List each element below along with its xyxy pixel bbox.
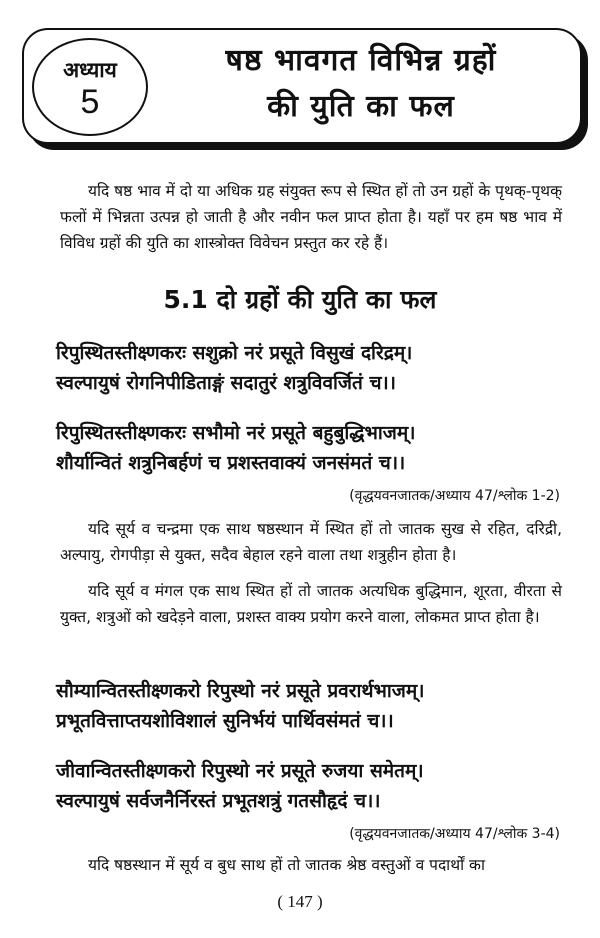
- page-number: ( 147 ): [277, 892, 323, 911]
- explain-sun-mercury: [60, 852, 562, 878]
- verse-3: [56, 676, 572, 736]
- verse-1-line-2: स्वल्पायुषं रोगनिपीडिताङ्गं सदातुरं शत्रुविवर्जितं च।।: [56, 372, 396, 394]
- verse-3-line-1: सौम्यान्वितस्तीक्ष्णकरो रिपुस्थो नरं प्रसूते प्रवरार्थभाजम्।: [56, 680, 425, 702]
- chapter-number: 5: [80, 83, 100, 121]
- verse-4: [56, 756, 572, 816]
- verse-4-line-1: जीवान्वितस्तीक्ष्णकरो रिपुस्थो नरं प्रसूते रुजया समेतम्।: [56, 760, 424, 782]
- chapter-label: अध्याय: [63, 58, 117, 82]
- verse-4-line-2: स्वल्पायुषं सर्वजनैर्निरस्तं प्रभूतशत्रुं गतसौहृदं च।।: [56, 790, 381, 812]
- explain-sun-mars-text: यदि सूर्य व मंगल एक साथ स्थित हों तो जातक अत्यधिक बुद्धिमान, शूरता, वीरता से युक्त, शत्रुओं को खदेड़ने वाला, प्रशस्त वाक्य प्रयोग करने वाला, लोकमत प्राप्त होता है।: [60, 582, 562, 626]
- reference-1: (वृद्धयवनजातक/अध्याय 47/श्लोक 1-2): [349, 488, 560, 504]
- verse-2-line-1: रिपुस्थितस्तीक्ष्णकरः सभौमो नरं प्रसूते बहुबुद्धिभाजम्।: [56, 422, 416, 444]
- intro-paragraph: [60, 178, 562, 256]
- reference-2: (वृद्धयवनजातक/अध्याय 47/श्लोक 3-4): [349, 826, 560, 842]
- chapter-title-line-2: की युति का फल: [267, 89, 455, 124]
- chapter-badge: [32, 38, 148, 136]
- verse-2: [56, 418, 572, 478]
- verse-3-line-2: प्रभूतवित्ताप्तयशोविशालं सुनिर्भयं पार्थिवसंमतं च।।: [56, 710, 394, 732]
- explain-sun-mars: [60, 578, 562, 630]
- explain-sun-moon: [60, 516, 562, 568]
- verse-1: [56, 338, 572, 398]
- section-title: 5.1 दो ग्रहों की युति का फल: [163, 285, 437, 314]
- intro-text: यदि षष्ठ भाव में दो या अधिक ग्रह संयुक्त रूप से स्थित हों तो उन ग्रहों के पृथक्-पृथक् फलों में भिन्नता उत्पन्न हो जाती है और नवीन फल प्राप्त होता है। यहाँ पर हम षष्ठ भाव में विविध ग्रहों की युति का शास्त्रोक्त विवेचन प्रस्तुत कर रहे हैं।: [60, 182, 562, 252]
- explain-sun-mercury-text: यदि षष्ठस्थान में सूर्य व बुध साथ हों तो जातक श्रेष्ठ वस्तुओं व पदार्थों का: [88, 856, 485, 874]
- explain-sun-moon-text: यदि सूर्य व चन्द्रमा एक साथ षष्ठस्थान में स्थित हों तो जातक सुख से रहित, दरिद्री, अल्पायु, रोगपीड़ा से युक्त, सदैव बेहाल रहने वाला तथा शत्रुहीन होता है।: [60, 520, 562, 564]
- chapter-title: [154, 38, 568, 130]
- verse-2-line-2: शौर्यान्वितं शत्रुनिबर्हणं च प्रशस्तवाक्यं जनसंमतं च।।: [56, 452, 406, 474]
- chapter-title-line-1: षष्ठ भावगत विभिन्न ग्रहों: [225, 43, 497, 78]
- verse-1-line-1: रिपुस्थितस्तीक्ष्णकरः सशुक्रो नरं प्रसूते विसुखं दरिद्रम्।: [56, 342, 413, 364]
- chapter-header: [22, 28, 582, 144]
